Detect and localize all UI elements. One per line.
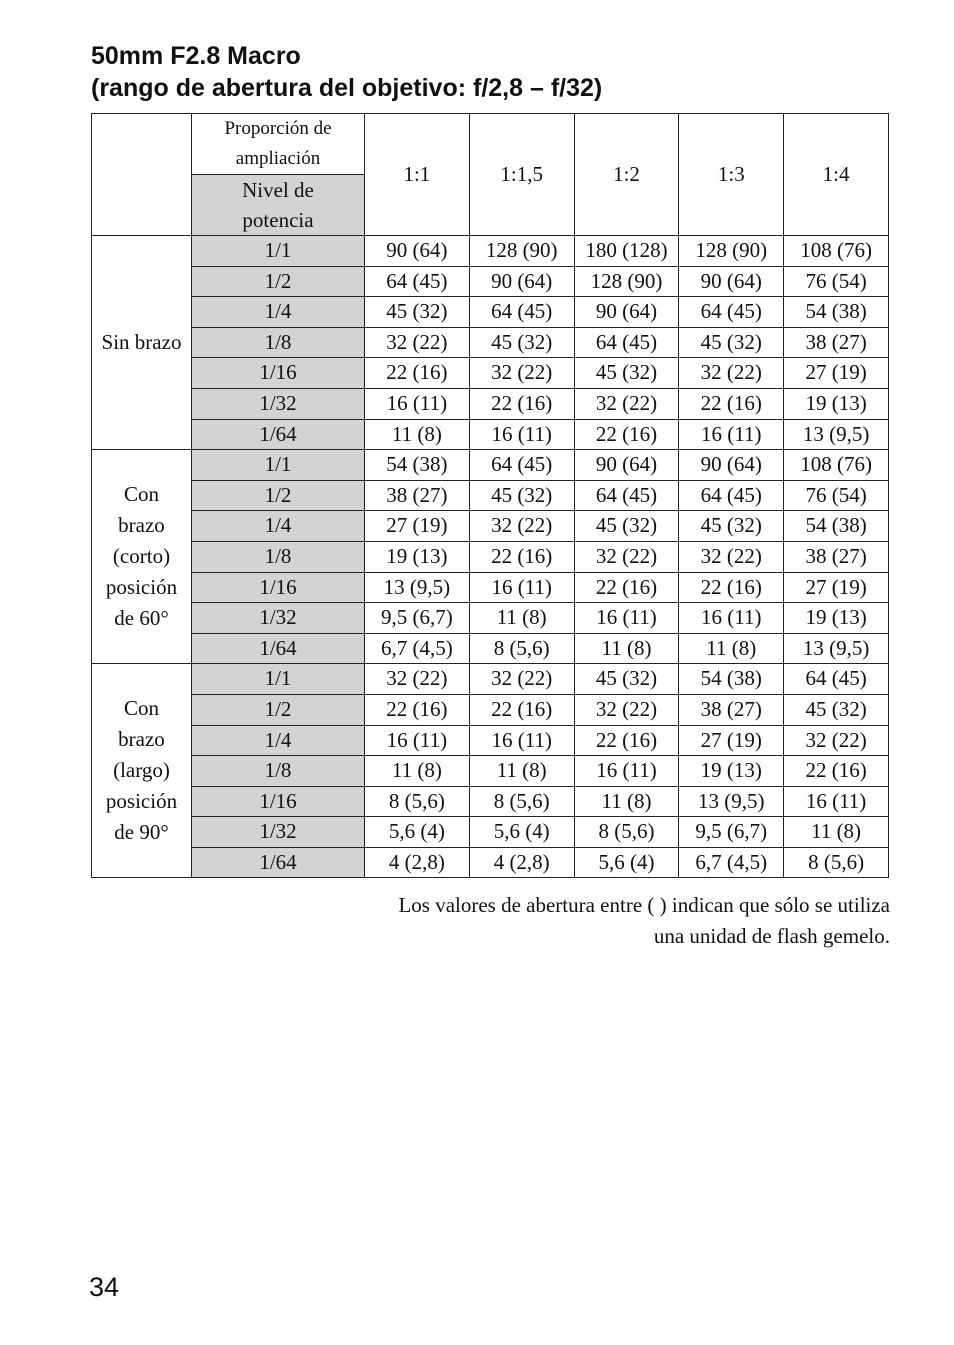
aperture-value-cell: 11 (8) — [679, 633, 784, 664]
aperture-value-cell: 16 (11) — [574, 756, 679, 787]
aperture-value-cell: 54 (38) — [784, 511, 889, 542]
aperture-value-cell: 6,7 (4,5) — [365, 633, 470, 664]
aperture-value-cell: 32 (22) — [574, 388, 679, 419]
aperture-value-cell: 76 (54) — [784, 480, 889, 511]
aperture-value-cell: 13 (9,5) — [784, 633, 889, 664]
group-label-line: Con — [123, 696, 159, 721]
aperture-value-cell: 4 (2,8) — [365, 847, 470, 878]
aperture-value-cell: 22 (16) — [469, 541, 574, 572]
aperture-value-cell: 11 (8) — [365, 756, 470, 787]
aperture-value-cell: 38 (27) — [784, 541, 889, 572]
aperture-value-cell: 11 (8) — [365, 419, 470, 450]
aperture-value-cell: 22 (16) — [784, 756, 889, 787]
aperture-value-cell: 54 (38) — [784, 297, 889, 328]
aperture-value-cell: 38 (27) — [365, 480, 470, 511]
table-row — [92, 358, 889, 389]
power-level-cell: 1/8 — [192, 541, 365, 572]
aperture-value-cell: 11 (8) — [784, 817, 889, 848]
arm-position-group-label — [92, 664, 192, 878]
aperture-value-cell: 16 (11) — [679, 603, 784, 634]
power-level-cell: 1/4 — [192, 297, 365, 328]
aperture-table — [91, 113, 889, 878]
aperture-value-cell: 16 (11) — [469, 725, 574, 756]
group-label-line: brazo — [118, 727, 165, 752]
aperture-value-cell: 32 (22) — [679, 358, 784, 389]
table-row — [92, 694, 889, 725]
aperture-value-cell: 13 (9,5) — [679, 786, 784, 817]
ratio-header-line-2: ampliación — [235, 148, 321, 169]
header-row — [92, 114, 889, 175]
power-level-cell: 1/32 — [192, 603, 365, 634]
table-row — [92, 297, 889, 328]
table-row — [92, 603, 889, 634]
group-label-line: de 60° — [114, 606, 169, 631]
power-level-cell: 1/2 — [192, 266, 365, 297]
title-line-2: (rango de abertura del objetivo: f/2,8 – f/32) — [91, 74, 603, 102]
power-level-cell: 1/32 — [192, 388, 365, 419]
footnote-line-2: una unidad de flash gemelo. — [653, 924, 890, 948]
ratio-header-cell: 1:1,5 — [469, 114, 574, 236]
aperture-value-cell: 22 (16) — [574, 725, 679, 756]
aperture-value-cell: 19 (13) — [679, 756, 784, 787]
aperture-value-cell: 180 (128) — [574, 236, 679, 267]
table-row — [92, 419, 889, 450]
aperture-value-cell: 128 (90) — [469, 236, 574, 267]
aperture-value-cell: 45 (32) — [469, 480, 574, 511]
ratio-header-line-1: Proporción de — [224, 118, 332, 139]
power-level-cell: 1/2 — [192, 694, 365, 725]
ratio-header-cell: 1:2 — [574, 114, 679, 236]
power-level-cell: 1/1 — [192, 450, 365, 481]
aperture-value-cell: 45 (32) — [469, 327, 574, 358]
aperture-value-cell: 45 (32) — [679, 327, 784, 358]
arm-position-group-label — [92, 450, 192, 664]
footnote — [398, 890, 890, 952]
group-label-line: (largo) — [113, 758, 170, 783]
aperture-value-cell: 22 (16) — [469, 694, 574, 725]
aperture-value-cell: 45 (32) — [679, 511, 784, 542]
aperture-value-cell: 8 (5,6) — [469, 633, 574, 664]
aperture-value-cell: 90 (64) — [469, 266, 574, 297]
aperture-value-cell: 22 (16) — [365, 358, 470, 389]
aperture-value-cell: 27 (19) — [365, 511, 470, 542]
table-row — [92, 664, 889, 695]
aperture-value-cell: 8 (5,6) — [365, 786, 470, 817]
table-row — [92, 236, 889, 267]
aperture-value-cell: 19 (13) — [365, 541, 470, 572]
aperture-value-cell: 16 (11) — [365, 388, 470, 419]
aperture-value-cell: 4 (2,8) — [469, 847, 574, 878]
aperture-value-cell: 11 (8) — [469, 756, 574, 787]
aperture-value-cell: 76 (54) — [784, 266, 889, 297]
aperture-value-cell: 90 (64) — [679, 450, 784, 481]
table-row — [92, 327, 889, 358]
table-row — [92, 480, 889, 511]
power-level-cell: 1/16 — [192, 786, 365, 817]
table-row — [92, 756, 889, 787]
aperture-value-cell: 108 (76) — [784, 450, 889, 481]
power-level-cell: 1/64 — [192, 847, 365, 878]
group-label-line: brazo — [118, 513, 165, 538]
power-level-cell: 1/4 — [192, 725, 365, 756]
aperture-value-cell: 11 (8) — [574, 786, 679, 817]
aperture-value-cell: 32 (22) — [574, 541, 679, 572]
aperture-value-cell: 32 (22) — [469, 358, 574, 389]
aperture-value-cell: 64 (45) — [574, 480, 679, 511]
title-line-1: 50mm F2.8 Macro — [91, 42, 301, 70]
magnification-ratio-header — [192, 114, 365, 175]
power-level-cell: 1/4 — [192, 511, 365, 542]
aperture-value-cell: 64 (45) — [574, 327, 679, 358]
aperture-value-cell: 32 (22) — [574, 694, 679, 725]
power-header-line-2: potencia — [242, 208, 314, 232]
aperture-value-cell: 5,6 (4) — [469, 817, 574, 848]
aperture-value-cell: 128 (90) — [574, 266, 679, 297]
table-row — [92, 388, 889, 419]
power-header-line-1: Nivel de — [242, 178, 314, 202]
power-level-cell: 1/2 — [192, 480, 365, 511]
aperture-value-cell: 90 (64) — [365, 236, 470, 267]
page-title — [91, 40, 602, 104]
aperture-value-cell: 45 (32) — [574, 664, 679, 695]
arm-position-group-label — [92, 236, 192, 450]
ratio-header-cell: 1:3 — [679, 114, 784, 236]
aperture-table-body — [92, 114, 889, 878]
group-label-line: posición — [105, 789, 178, 814]
aperture-value-cell: 16 (11) — [469, 572, 574, 603]
aperture-value-cell: 16 (11) — [574, 603, 679, 634]
page-number: 34 — [89, 1272, 120, 1302]
table-row — [92, 847, 889, 878]
aperture-value-cell: 6,7 (4,5) — [679, 847, 784, 878]
aperture-value-cell: 64 (45) — [469, 450, 574, 481]
table-row — [92, 511, 889, 542]
aperture-value-cell: 45 (32) — [574, 358, 679, 389]
group-label-line: posición — [105, 575, 178, 600]
aperture-value-cell: 90 (64) — [679, 266, 784, 297]
aperture-value-cell: 19 (13) — [784, 388, 889, 419]
power-level-cell: 1/1 — [192, 236, 365, 267]
aperture-value-cell: 32 (22) — [469, 664, 574, 695]
ratio-header-cell: 1:1 — [365, 114, 470, 236]
table-row — [92, 450, 889, 481]
aperture-value-cell: 22 (16) — [574, 419, 679, 450]
aperture-value-cell: 16 (11) — [365, 725, 470, 756]
aperture-value-cell: 64 (45) — [679, 297, 784, 328]
aperture-value-cell: 45 (32) — [574, 511, 679, 542]
aperture-value-cell: 54 (38) — [365, 450, 470, 481]
aperture-value-cell: 45 (32) — [784, 694, 889, 725]
group-label-line: (corto) — [112, 544, 171, 569]
aperture-value-cell: 19 (13) — [784, 603, 889, 634]
aperture-value-cell: 22 (16) — [469, 388, 574, 419]
aperture-value-cell: 11 (8) — [469, 603, 574, 634]
aperture-value-cell: 64 (45) — [365, 266, 470, 297]
table-row — [92, 817, 889, 848]
aperture-value-cell: 64 (45) — [469, 297, 574, 328]
aperture-value-cell: 32 (22) — [469, 511, 574, 542]
aperture-value-cell: 90 (64) — [574, 297, 679, 328]
power-level-cell: 1/64 — [192, 633, 365, 664]
power-level-cell: 1/16 — [192, 572, 365, 603]
aperture-value-cell: 32 (22) — [784, 725, 889, 756]
aperture-value-cell: 16 (11) — [784, 786, 889, 817]
power-level-cell: 1/64 — [192, 419, 365, 450]
footnote-line-1: Los valores de abertura entre ( ) indican que sólo se utiliza — [398, 893, 890, 917]
power-level-cell: 1/8 — [192, 327, 365, 358]
aperture-value-cell: 16 (11) — [469, 419, 574, 450]
aperture-value-cell: 8 (5,6) — [784, 847, 889, 878]
aperture-value-cell: 13 (9,5) — [784, 419, 889, 450]
aperture-value-cell: 8 (5,6) — [574, 817, 679, 848]
aperture-value-cell: 32 (22) — [365, 327, 470, 358]
aperture-value-cell: 38 (27) — [679, 694, 784, 725]
aperture-value-cell: 54 (38) — [679, 664, 784, 695]
power-level-cell: 1/8 — [192, 756, 365, 787]
aperture-value-cell: 9,5 (6,7) — [365, 603, 470, 634]
aperture-value-cell: 22 (16) — [574, 572, 679, 603]
aperture-value-cell: 45 (32) — [365, 297, 470, 328]
power-level-header — [192, 175, 365, 236]
power-level-cell: 1/32 — [192, 817, 365, 848]
aperture-value-cell: 27 (19) — [784, 572, 889, 603]
table-row — [92, 633, 889, 664]
aperture-value-cell: 16 (11) — [679, 419, 784, 450]
aperture-value-cell: 64 (45) — [784, 664, 889, 695]
table-row — [92, 541, 889, 572]
aperture-value-cell: 9,5 (6,7) — [679, 817, 784, 848]
power-level-cell: 1/1 — [192, 664, 365, 695]
table-row — [92, 266, 889, 297]
aperture-value-cell: 32 (22) — [365, 664, 470, 695]
corner-cell — [92, 114, 192, 236]
aperture-value-cell: 22 (16) — [365, 694, 470, 725]
group-label-line: Con — [123, 482, 159, 507]
aperture-value-cell: 22 (16) — [679, 388, 784, 419]
ratio-header-cell: 1:4 — [784, 114, 889, 236]
group-label-line: de 90° — [114, 820, 169, 845]
aperture-value-cell: 5,6 (4) — [574, 847, 679, 878]
aperture-value-cell: 22 (16) — [679, 572, 784, 603]
aperture-value-cell: 90 (64) — [574, 450, 679, 481]
aperture-value-cell: 8 (5,6) — [469, 786, 574, 817]
aperture-value-cell: 108 (76) — [784, 236, 889, 267]
power-level-cell: 1/16 — [192, 358, 365, 389]
aperture-value-cell: 11 (8) — [574, 633, 679, 664]
table-row — [92, 725, 889, 756]
aperture-value-cell: 27 (19) — [784, 358, 889, 389]
aperture-value-cell: 27 (19) — [679, 725, 784, 756]
aperture-value-cell: 32 (22) — [679, 541, 784, 572]
group-label-line: Sin brazo — [101, 330, 182, 355]
aperture-value-cell: 128 (90) — [679, 236, 784, 267]
table-row — [92, 786, 889, 817]
aperture-value-cell: 5,6 (4) — [365, 817, 470, 848]
aperture-value-cell: 38 (27) — [784, 327, 889, 358]
aperture-value-cell: 13 (9,5) — [365, 572, 470, 603]
aperture-value-cell: 64 (45) — [679, 480, 784, 511]
table-row — [92, 572, 889, 603]
